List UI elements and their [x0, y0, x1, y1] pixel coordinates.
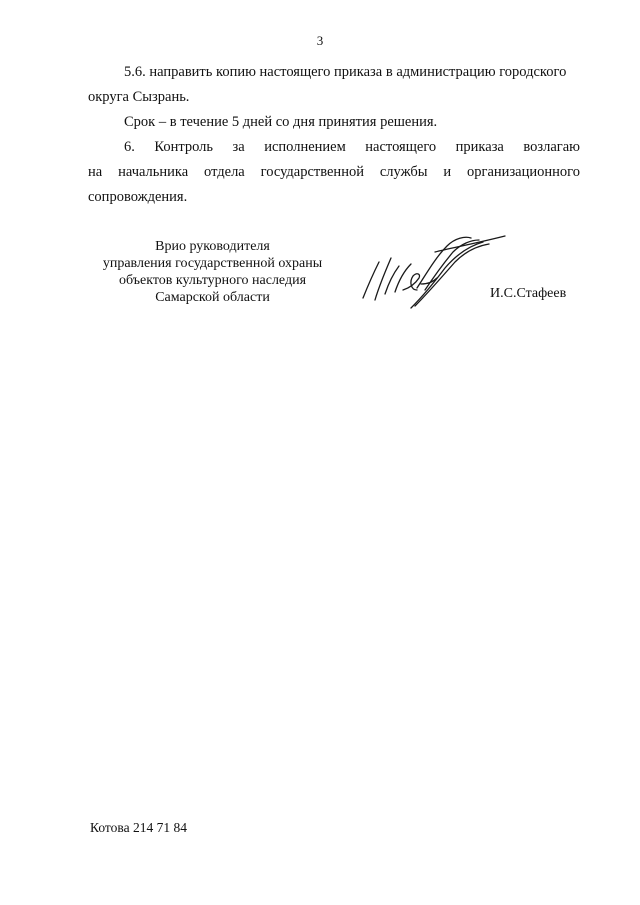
- signatory-name: И.С.Стафеев: [490, 286, 567, 301]
- executor-contact: Котова 214 71 84: [90, 820, 187, 835]
- signatory-title-line: объектов культурного наследия: [118, 273, 307, 288]
- paragraph-6-line1: 6. Контроль за исполнением настоящего приказа возлагаю: [124, 139, 580, 155]
- paragraph-deadline: Срок – в течение 5 дней со дня принятия решения.: [124, 114, 438, 130]
- signatory-title-line: Самарской области: [155, 290, 270, 305]
- signatory-title-line: управления государственной охраны: [102, 256, 323, 271]
- handwritten-signature: [355, 228, 515, 318]
- signatory-title-line: Врио руководителя: [155, 239, 270, 254]
- paragraph-5-6-line2: округа Сызрань.: [88, 89, 190, 105]
- signatory-title: [80, 238, 345, 306]
- paragraph-5-6-line1: 5.6. направить копию настоящего приказа в администрацию городского: [124, 64, 567, 80]
- paragraph-6-line2: на начальника отдела государственной службы и организационного: [88, 164, 580, 180]
- paragraph-5-6: [88, 60, 580, 110]
- page-number: 3: [316, 33, 324, 48]
- paragraph-6: [88, 135, 580, 210]
- paragraph-6-line3: сопровождения.: [88, 189, 188, 205]
